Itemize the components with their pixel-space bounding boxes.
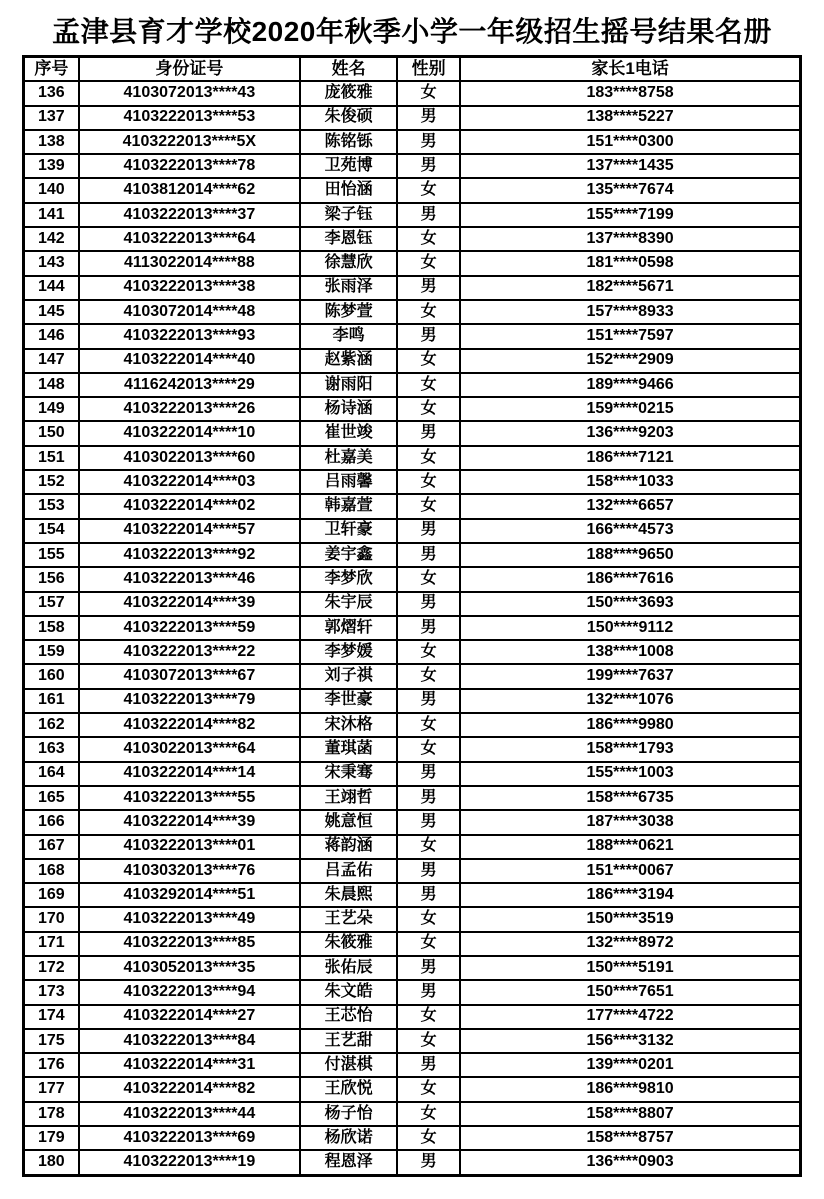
name-cell: 崔世竣 bbox=[300, 421, 397, 445]
id-number-cell: 4103072013****43 bbox=[79, 81, 300, 105]
parent-phone-cell: 138****5227 bbox=[460, 106, 800, 130]
serial-number-cell: 162 bbox=[24, 713, 79, 737]
gender-cell: 男 bbox=[397, 106, 460, 130]
name-cell: 吕孟佑 bbox=[300, 859, 397, 883]
gender-cell: 女 bbox=[397, 737, 460, 761]
table-row bbox=[24, 1150, 801, 1175]
header-parent-phone: 家长1电话 bbox=[460, 57, 800, 82]
id-number-cell: 4103222013****46 bbox=[79, 567, 300, 591]
name-cell: 李鸣 bbox=[300, 324, 397, 348]
id-number-cell: 4103032013****76 bbox=[79, 859, 300, 883]
serial-number-cell: 168 bbox=[24, 859, 79, 883]
serial-number-cell: 178 bbox=[24, 1102, 79, 1126]
parent-phone-cell: 186****3194 bbox=[460, 883, 800, 907]
gender-cell: 男 bbox=[397, 762, 460, 786]
serial-number-cell: 151 bbox=[24, 446, 79, 470]
name-cell: 王芯怡 bbox=[300, 1005, 397, 1029]
table-row bbox=[24, 106, 801, 130]
page-title: 孟津县育才学校2020年秋季小学一年级招生摇号结果名册 bbox=[52, 16, 772, 47]
parent-phone-cell: 132****6657 bbox=[460, 494, 800, 518]
serial-number-cell: 147 bbox=[24, 349, 79, 373]
gender-cell: 男 bbox=[397, 592, 460, 616]
parent-phone-cell: 136****9203 bbox=[460, 421, 800, 445]
table-row bbox=[24, 907, 801, 931]
table-row bbox=[24, 883, 801, 907]
name-cell: 张雨泽 bbox=[300, 276, 397, 300]
parent-phone-cell: 189****9466 bbox=[460, 373, 800, 397]
gender-cell: 女 bbox=[397, 470, 460, 494]
table-row bbox=[24, 203, 801, 227]
serial-number-cell: 148 bbox=[24, 373, 79, 397]
table-row bbox=[24, 835, 801, 859]
serial-number-cell: 169 bbox=[24, 883, 79, 907]
parent-phone-cell: 150****9112 bbox=[460, 616, 800, 640]
table-row bbox=[24, 1077, 801, 1101]
id-number-cell: 4103222013****69 bbox=[79, 1126, 300, 1150]
name-cell: 付湛棋 bbox=[300, 1053, 397, 1077]
table-row bbox=[24, 543, 801, 567]
serial-number-cell: 157 bbox=[24, 592, 79, 616]
table-row bbox=[24, 397, 801, 421]
gender-cell: 男 bbox=[397, 130, 460, 154]
parent-phone-cell: 132****8972 bbox=[460, 932, 800, 956]
table-row bbox=[24, 713, 801, 737]
serial-number-cell: 143 bbox=[24, 251, 79, 275]
id-number-cell: 4103222014****14 bbox=[79, 762, 300, 786]
name-cell: 董琪菡 bbox=[300, 737, 397, 761]
gender-cell: 女 bbox=[397, 713, 460, 737]
name-cell: 朱文皓 bbox=[300, 980, 397, 1004]
gender-cell: 男 bbox=[397, 810, 460, 834]
parent-phone-cell: 150****5191 bbox=[460, 956, 800, 980]
header-serial-number: 序号 bbox=[24, 57, 79, 82]
serial-number-cell: 160 bbox=[24, 664, 79, 688]
serial-number-cell: 167 bbox=[24, 835, 79, 859]
name-cell: 杜嘉美 bbox=[300, 446, 397, 470]
serial-number-cell: 142 bbox=[24, 227, 79, 251]
parent-phone-cell: 181****0598 bbox=[460, 251, 800, 275]
gender-cell: 女 bbox=[397, 567, 460, 591]
serial-number-cell: 177 bbox=[24, 1077, 79, 1101]
id-number-cell: 4103222014****40 bbox=[79, 349, 300, 373]
table-row bbox=[24, 470, 801, 494]
gender-cell: 男 bbox=[397, 786, 460, 810]
id-number-cell: 4103222013****5X bbox=[79, 130, 300, 154]
id-number-cell: 4103222013****92 bbox=[79, 543, 300, 567]
serial-number-cell: 171 bbox=[24, 932, 79, 956]
id-number-cell: 4103222013****37 bbox=[79, 203, 300, 227]
header-name: 姓名 bbox=[300, 57, 397, 82]
name-cell: 卫轩豪 bbox=[300, 519, 397, 543]
serial-number-cell: 176 bbox=[24, 1053, 79, 1077]
gender-cell: 男 bbox=[397, 543, 460, 567]
name-cell: 郭熠轩 bbox=[300, 616, 397, 640]
gender-cell: 女 bbox=[397, 227, 460, 251]
gender-cell: 女 bbox=[397, 1102, 460, 1126]
id-number-cell: 4103222013****01 bbox=[79, 835, 300, 859]
table-row bbox=[24, 227, 801, 251]
id-number-cell: 4103222013****55 bbox=[79, 786, 300, 810]
name-cell: 杨子怡 bbox=[300, 1102, 397, 1126]
table-row bbox=[24, 956, 801, 980]
name-cell: 李梦欣 bbox=[300, 567, 397, 591]
parent-phone-cell: 188****0621 bbox=[460, 835, 800, 859]
table-row bbox=[24, 786, 801, 810]
serial-number-cell: 149 bbox=[24, 397, 79, 421]
parent-phone-cell: 182****5671 bbox=[460, 276, 800, 300]
name-cell: 宋秉骞 bbox=[300, 762, 397, 786]
gender-cell: 男 bbox=[397, 421, 460, 445]
parent-phone-cell: 132****1076 bbox=[460, 689, 800, 713]
serial-number-cell: 154 bbox=[24, 519, 79, 543]
serial-number-cell: 164 bbox=[24, 762, 79, 786]
parent-phone-cell: 155****1003 bbox=[460, 762, 800, 786]
name-cell: 杨诗涵 bbox=[300, 397, 397, 421]
id-number-cell: 4103072014****48 bbox=[79, 300, 300, 324]
gender-cell: 女 bbox=[397, 1029, 460, 1053]
gender-cell: 男 bbox=[397, 956, 460, 980]
serial-number-cell: 166 bbox=[24, 810, 79, 834]
gender-cell: 女 bbox=[397, 81, 460, 105]
parent-phone-cell: 186****9810 bbox=[460, 1077, 800, 1101]
serial-number-cell: 138 bbox=[24, 130, 79, 154]
parent-phone-cell: 186****9980 bbox=[460, 713, 800, 737]
serial-number-cell: 150 bbox=[24, 421, 79, 445]
parent-phone-cell: 183****8758 bbox=[460, 81, 800, 105]
gender-cell: 女 bbox=[397, 835, 460, 859]
table-row bbox=[24, 1029, 801, 1053]
gender-cell: 男 bbox=[397, 519, 460, 543]
parent-phone-cell: 159****0215 bbox=[460, 397, 800, 421]
id-number-cell: 4103222013****93 bbox=[79, 324, 300, 348]
id-number-cell: 4103292014****51 bbox=[79, 883, 300, 907]
serial-number-cell: 144 bbox=[24, 276, 79, 300]
id-number-cell: 4103022013****64 bbox=[79, 737, 300, 761]
parent-phone-cell: 199****7637 bbox=[460, 664, 800, 688]
serial-number-cell: 163 bbox=[24, 737, 79, 761]
gender-cell: 男 bbox=[397, 276, 460, 300]
name-cell: 吕雨馨 bbox=[300, 470, 397, 494]
table-row bbox=[24, 519, 801, 543]
gender-cell: 女 bbox=[397, 373, 460, 397]
table-row bbox=[24, 567, 801, 591]
table-row bbox=[24, 859, 801, 883]
parent-phone-cell: 158****8807 bbox=[460, 1102, 800, 1126]
table-row bbox=[24, 932, 801, 956]
name-cell: 李梦媛 bbox=[300, 640, 397, 664]
id-number-cell: 4103222014****27 bbox=[79, 1005, 300, 1029]
name-cell: 朱俊硕 bbox=[300, 106, 397, 130]
parent-phone-cell: 166****4573 bbox=[460, 519, 800, 543]
gender-cell: 女 bbox=[397, 1077, 460, 1101]
serial-number-cell: 153 bbox=[24, 494, 79, 518]
id-number-cell: 4103222014****39 bbox=[79, 592, 300, 616]
serial-number-cell: 161 bbox=[24, 689, 79, 713]
id-number-cell: 4103222013****85 bbox=[79, 932, 300, 956]
id-number-cell: 4103812014****62 bbox=[79, 178, 300, 202]
parent-phone-cell: 137****8390 bbox=[460, 227, 800, 251]
parent-phone-cell: 136****0903 bbox=[460, 1150, 800, 1175]
serial-number-cell: 170 bbox=[24, 907, 79, 931]
gender-cell: 男 bbox=[397, 1150, 460, 1175]
gender-cell: 男 bbox=[397, 1053, 460, 1077]
name-cell: 朱晨熙 bbox=[300, 883, 397, 907]
table-row bbox=[24, 1126, 801, 1150]
table-row bbox=[24, 689, 801, 713]
serial-number-cell: 180 bbox=[24, 1150, 79, 1175]
table-row bbox=[24, 251, 801, 275]
parent-phone-cell: 150****7651 bbox=[460, 980, 800, 1004]
serial-number-cell: 179 bbox=[24, 1126, 79, 1150]
table-row bbox=[24, 324, 801, 348]
parent-phone-cell: 151****0067 bbox=[460, 859, 800, 883]
id-number-cell: 4103222014****82 bbox=[79, 1077, 300, 1101]
table-row bbox=[24, 616, 801, 640]
name-cell: 姜宇鑫 bbox=[300, 543, 397, 567]
id-number-cell: 4103222013****49 bbox=[79, 907, 300, 931]
name-cell: 程恩泽 bbox=[300, 1150, 397, 1175]
table-row bbox=[24, 1005, 801, 1029]
table-row bbox=[24, 349, 801, 373]
gender-cell: 男 bbox=[397, 616, 460, 640]
table-row bbox=[24, 446, 801, 470]
gender-cell: 女 bbox=[397, 178, 460, 202]
parent-phone-cell: 188****9650 bbox=[460, 543, 800, 567]
parent-phone-cell: 158****1793 bbox=[460, 737, 800, 761]
table-row bbox=[24, 494, 801, 518]
table-row bbox=[24, 373, 801, 397]
id-number-cell: 4103222014****57 bbox=[79, 519, 300, 543]
gender-cell: 男 bbox=[397, 883, 460, 907]
id-number-cell: 4103222013****38 bbox=[79, 276, 300, 300]
serial-number-cell: 165 bbox=[24, 786, 79, 810]
serial-number-cell: 175 bbox=[24, 1029, 79, 1053]
id-number-cell: 4103222013****78 bbox=[79, 154, 300, 178]
name-cell: 赵紫涵 bbox=[300, 349, 397, 373]
name-cell: 王翊哲 bbox=[300, 786, 397, 810]
id-number-cell: 4103222014****02 bbox=[79, 494, 300, 518]
parent-phone-cell: 158****6735 bbox=[460, 786, 800, 810]
table-row bbox=[24, 810, 801, 834]
gender-cell: 女 bbox=[397, 640, 460, 664]
id-number-cell: 4103222013****84 bbox=[79, 1029, 300, 1053]
name-cell: 李恩钰 bbox=[300, 227, 397, 251]
name-cell: 卫苑博 bbox=[300, 154, 397, 178]
name-cell: 朱筱雅 bbox=[300, 932, 397, 956]
parent-phone-cell: 158****8757 bbox=[460, 1126, 800, 1150]
table-row bbox=[24, 178, 801, 202]
name-cell: 梁子钰 bbox=[300, 203, 397, 227]
parent-phone-cell: 177****4722 bbox=[460, 1005, 800, 1029]
parent-phone-cell: 158****1033 bbox=[460, 470, 800, 494]
table-row bbox=[24, 762, 801, 786]
roster-table bbox=[22, 55, 802, 1177]
table-row bbox=[24, 737, 801, 761]
name-cell: 徐慧欣 bbox=[300, 251, 397, 275]
header-row bbox=[24, 57, 801, 82]
parent-phone-cell: 157****8933 bbox=[460, 300, 800, 324]
gender-cell: 女 bbox=[397, 664, 460, 688]
id-number-cell: 4103222013****79 bbox=[79, 689, 300, 713]
gender-cell: 女 bbox=[397, 446, 460, 470]
id-number-cell: 4103022013****60 bbox=[79, 446, 300, 470]
gender-cell: 女 bbox=[397, 349, 460, 373]
serial-number-cell: 158 bbox=[24, 616, 79, 640]
table-row bbox=[24, 640, 801, 664]
header-id-number: 身份证号 bbox=[79, 57, 300, 82]
id-number-cell: 4103222014****82 bbox=[79, 713, 300, 737]
name-cell: 宋沐格 bbox=[300, 713, 397, 737]
gender-cell: 男 bbox=[397, 203, 460, 227]
header-gender: 性别 bbox=[397, 57, 460, 82]
parent-phone-cell: 152****2909 bbox=[460, 349, 800, 373]
id-number-cell: 4103222013****26 bbox=[79, 397, 300, 421]
id-number-cell: 4103052013****35 bbox=[79, 956, 300, 980]
gender-cell: 男 bbox=[397, 980, 460, 1004]
table-row bbox=[24, 1102, 801, 1126]
id-number-cell: 4103222013****22 bbox=[79, 640, 300, 664]
name-cell: 王艺甜 bbox=[300, 1029, 397, 1053]
serial-number-cell: 152 bbox=[24, 470, 79, 494]
serial-number-cell: 155 bbox=[24, 543, 79, 567]
gender-cell: 女 bbox=[397, 907, 460, 931]
id-number-cell: 4103222013****64 bbox=[79, 227, 300, 251]
gender-cell: 女 bbox=[397, 1126, 460, 1150]
gender-cell: 女 bbox=[397, 494, 460, 518]
id-number-cell: 4103222013****53 bbox=[79, 106, 300, 130]
id-number-cell: 4103072013****67 bbox=[79, 664, 300, 688]
gender-cell: 女 bbox=[397, 300, 460, 324]
id-number-cell: 4103222014****03 bbox=[79, 470, 300, 494]
parent-phone-cell: 156****3132 bbox=[460, 1029, 800, 1053]
name-cell: 蒋韵涵 bbox=[300, 835, 397, 859]
parent-phone-cell: 138****1008 bbox=[460, 640, 800, 664]
id-number-cell: 4116242013****29 bbox=[79, 373, 300, 397]
name-cell: 陈梦萱 bbox=[300, 300, 397, 324]
gender-cell: 女 bbox=[397, 1005, 460, 1029]
id-number-cell: 4103222014****39 bbox=[79, 810, 300, 834]
parent-phone-cell: 135****7674 bbox=[460, 178, 800, 202]
serial-number-cell: 141 bbox=[24, 203, 79, 227]
parent-phone-cell: 151****0300 bbox=[460, 130, 800, 154]
parent-phone-cell: 139****0201 bbox=[460, 1053, 800, 1077]
name-cell: 王艺朵 bbox=[300, 907, 397, 931]
serial-number-cell: 145 bbox=[24, 300, 79, 324]
serial-number-cell: 173 bbox=[24, 980, 79, 1004]
name-cell: 杨欣诺 bbox=[300, 1126, 397, 1150]
name-cell: 谢雨阳 bbox=[300, 373, 397, 397]
serial-number-cell: 159 bbox=[24, 640, 79, 664]
parent-phone-cell: 187****3038 bbox=[460, 810, 800, 834]
name-cell: 田怡涵 bbox=[300, 178, 397, 202]
serial-number-cell: 172 bbox=[24, 956, 79, 980]
parent-phone-cell: 186****7121 bbox=[460, 446, 800, 470]
gender-cell: 男 bbox=[397, 154, 460, 178]
table-row bbox=[24, 130, 801, 154]
name-cell: 姚意恒 bbox=[300, 810, 397, 834]
table-row bbox=[24, 81, 801, 105]
table-row bbox=[24, 664, 801, 688]
table-row bbox=[24, 1053, 801, 1077]
name-cell: 李世豪 bbox=[300, 689, 397, 713]
table-row bbox=[24, 276, 801, 300]
serial-number-cell: 146 bbox=[24, 324, 79, 348]
gender-cell: 男 bbox=[397, 859, 460, 883]
table-row bbox=[24, 421, 801, 445]
table-row bbox=[24, 154, 801, 178]
name-cell: 庞筱雅 bbox=[300, 81, 397, 105]
name-cell: 韩嘉萱 bbox=[300, 494, 397, 518]
parent-phone-cell: 155****7199 bbox=[460, 203, 800, 227]
gender-cell: 男 bbox=[397, 324, 460, 348]
table-row bbox=[24, 980, 801, 1004]
table-row bbox=[24, 300, 801, 324]
serial-number-cell: 136 bbox=[24, 81, 79, 105]
serial-number-cell: 137 bbox=[24, 106, 79, 130]
gender-cell: 女 bbox=[397, 251, 460, 275]
parent-phone-cell: 150****3693 bbox=[460, 592, 800, 616]
serial-number-cell: 156 bbox=[24, 567, 79, 591]
id-number-cell: 4103222014****31 bbox=[79, 1053, 300, 1077]
name-cell: 刘子祺 bbox=[300, 664, 397, 688]
table-row bbox=[24, 592, 801, 616]
serial-number-cell: 139 bbox=[24, 154, 79, 178]
name-cell: 朱宇辰 bbox=[300, 592, 397, 616]
serial-number-cell: 174 bbox=[24, 1005, 79, 1029]
id-number-cell: 4103222013****19 bbox=[79, 1150, 300, 1175]
id-number-cell: 4103222014****10 bbox=[79, 421, 300, 445]
serial-number-cell: 140 bbox=[24, 178, 79, 202]
gender-cell: 女 bbox=[397, 932, 460, 956]
parent-phone-cell: 150****3519 bbox=[460, 907, 800, 931]
name-cell: 王欣悦 bbox=[300, 1077, 397, 1101]
gender-cell: 男 bbox=[397, 689, 460, 713]
id-number-cell: 4103222013****44 bbox=[79, 1102, 300, 1126]
name-cell: 陈铭铄 bbox=[300, 130, 397, 154]
id-number-cell: 4103222013****59 bbox=[79, 616, 300, 640]
id-number-cell: 4103222013****94 bbox=[79, 980, 300, 1004]
parent-phone-cell: 186****7616 bbox=[460, 567, 800, 591]
parent-phone-cell: 151****7597 bbox=[460, 324, 800, 348]
gender-cell: 女 bbox=[397, 397, 460, 421]
parent-phone-cell: 137****1435 bbox=[460, 154, 800, 178]
id-number-cell: 4113022014****88 bbox=[79, 251, 300, 275]
name-cell: 张佑辰 bbox=[300, 956, 397, 980]
